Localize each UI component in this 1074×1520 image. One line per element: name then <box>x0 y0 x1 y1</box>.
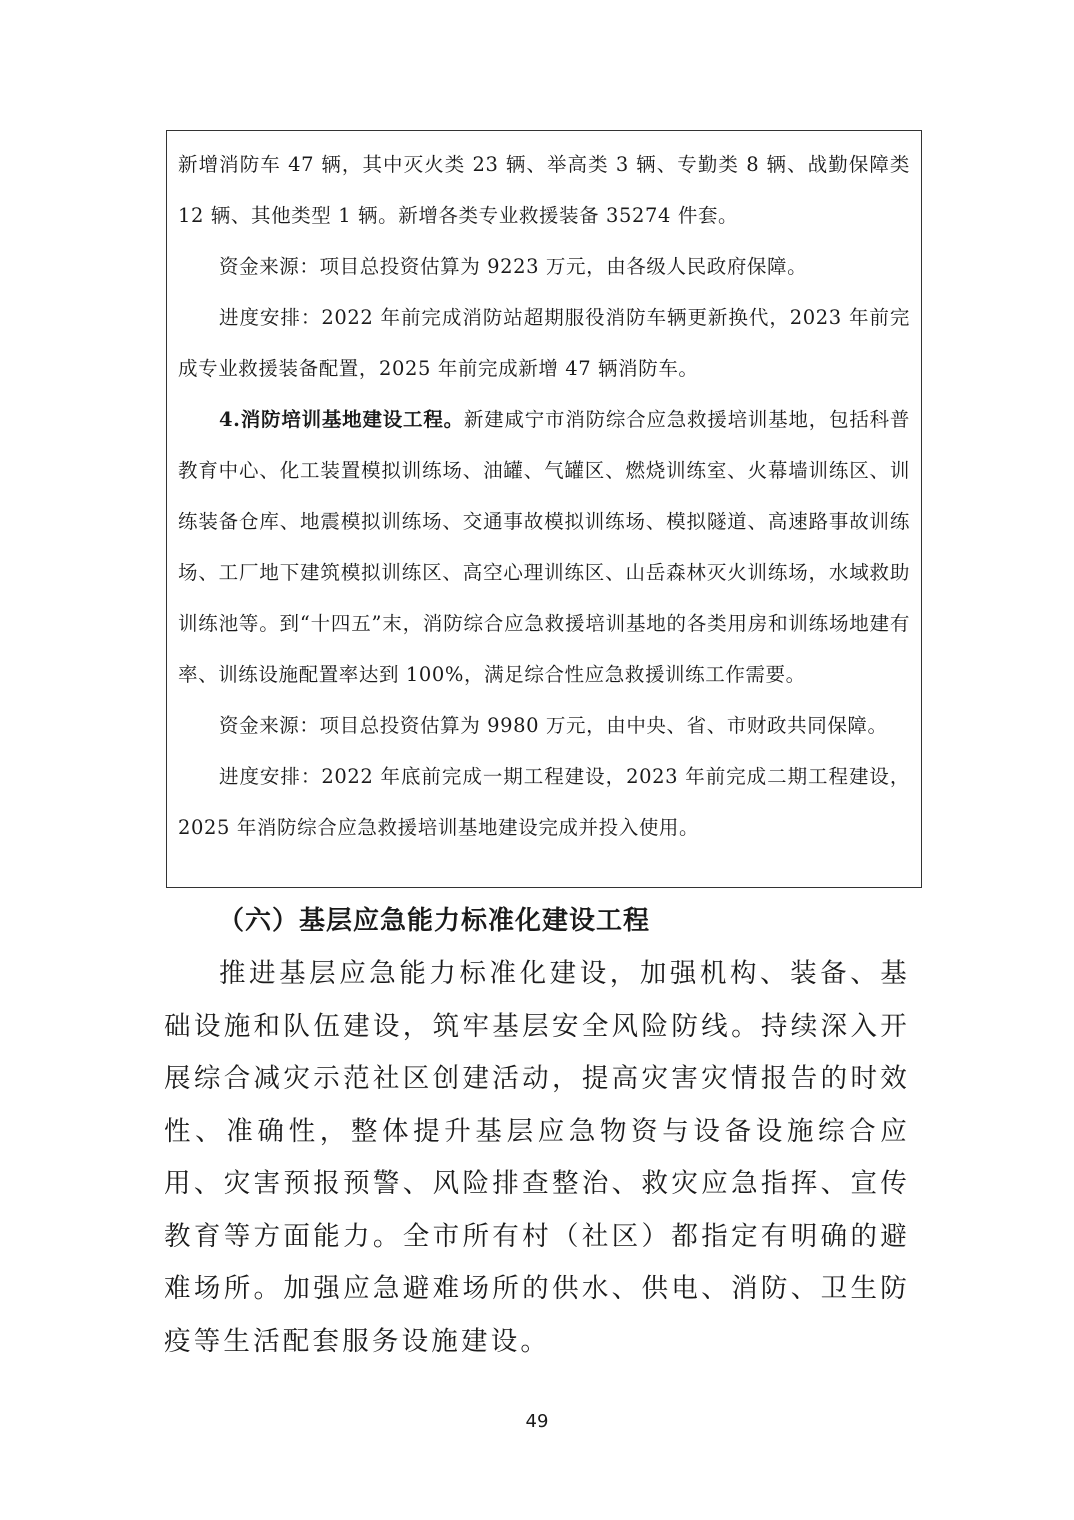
page-number: 49 <box>525 1411 549 1432</box>
box-paragraph-training-base <box>178 394 910 700</box>
box-paragraph-schedule-1: 进度安排：2022 年前完成消防站超期服役消防车辆更新换代，2023 年前完成专业救援装备配置，2025 年前完成新增 47 辆消防车。 <box>178 306 910 380</box>
box-paragraph-funding-2: 资金来源：项目总投资估算为 9980 万元，由中央、省、市财政共同保障。 <box>219 714 888 737</box>
box-item-body: 新建咸宁市消防综合应急救援培训基地，包括科普教育中心、化工装置模拟训练场、油罐、气罐区、燃烧训练室、火幕墙训练区、训练装备仓库、地震模拟训练场、交通事故模拟训练场、模拟隧道、高速路事故训练场、工厂地下建筑模拟训练区、高空心理训练区、山岳森林灭火训练场，水域救助训练池等。到“十四五”末，消防综合应急救援培训基地的各类用房和训练场地建有率、训练设施配置率达到 100%，满足综合性应急救援训练工作需要。 <box>178 408 910 686</box>
section-body: 推进基层应急能力标准化建设，加强机构、装备、基础设施和队伍建设，筑牢基层安全风险防线。持续深入开展综合减灾示范社区创建活动，提高灾害灾情报告的时效性、准确性，整体提升基层应急物资与设备设施综合应用、灾害预报预警、风险排查整治、救灾应急指挥、宣传教育等方面能力。全市所有村（社区）都指定有明确的避难场所。加强应急避难场所的供水、供电、消防、卫生防疫等生活配套服务设施建设。 <box>164 958 910 1357</box>
box-paragraph-funding-1: 资金来源：项目总投资估算为 9223 万元，由各级人民政府保障。 <box>219 255 808 278</box>
box-paragraph-schedule-2: 进度安排：2022 年底前完成一期工程建设，2023 年前完成二期工程建设，2025 年消防综合应急救援培训基地建设完成并投入使用。 <box>178 765 910 839</box>
box-item-title: 4.消防培训基地建设工程。 <box>219 408 464 431</box>
project-box <box>166 130 922 888</box>
section-heading: （六）基层应急能力标准化建设工程 <box>218 906 651 936</box>
box-paragraph-vehicles: 新增消防车 47 辆，其中灭火类 23 辆、举高类 3 辆、专勤类 8 辆、战勤保障类 12 辆、其他类型 1 辆。新增各类专业救援装备 35274 件套。 <box>178 153 910 227</box>
